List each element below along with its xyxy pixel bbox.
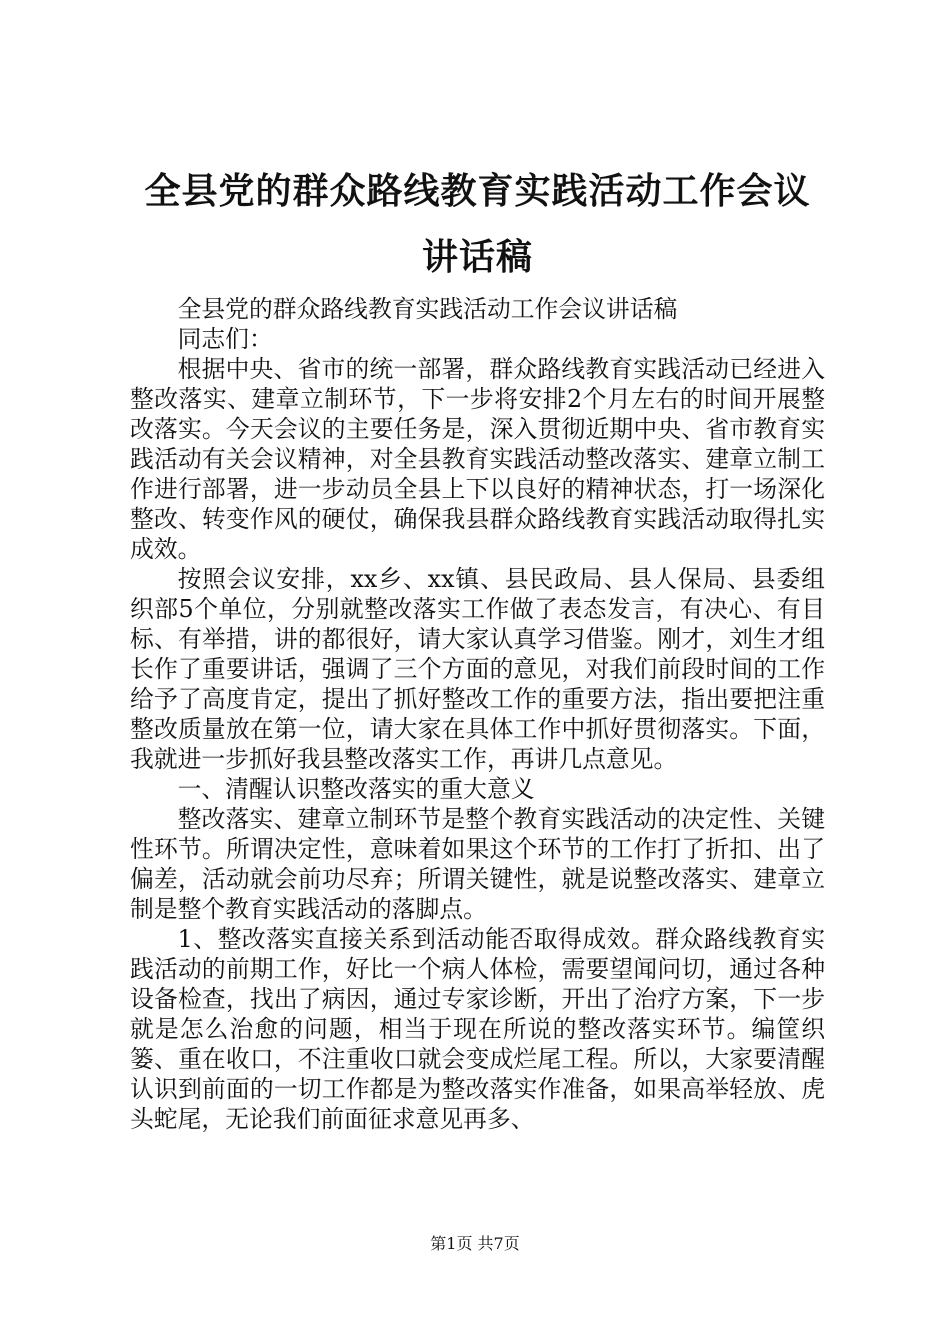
paragraph-2: 按照会议安排，xx乡、xx镇、县民政局、县人保局、县委组织部5个单位，分别就整改落实工作做了表态发言，有决心、有目标、有举措，讲的都很好，请大家认真学习借鉴。刚才，刘生才组长作了重要讲话，强调了三个方面的意见，对我们前段时间的工作给予了高度肯定，提出了抓好整改工作的重要方法，指出要把注重整改质量放在第一位，请大家在具体工作中抓好贯彻落实。下面，我就进一步抓好我县整改落实工作，再讲几点意见。 — [130, 565, 825, 773]
page-number-footer: 第1页 共7页 — [430, 1234, 520, 1253]
paragraph-1: 根据中央、省市的统一部署，群众路线教育实践活动已经进入整改落实、建章立制环节，下一步将安排2个月左右的时间开展整改落实。今天会议的主要任务是，深入贯彻近期中央、省市教育实践活动有关会议精神，对全县教育实践活动整改落实、建章立制工作进行部署，进一步动员全县上下以良好的精神状态，打一场深化整改、转变作风的硬仗，确保我县群众路线教育实践活动取得扎实成效。 — [130, 355, 825, 563]
document-page — [130, 150, 825, 1134]
section-heading-1: 一、清醒认识整改落实的重大意义 — [177, 775, 535, 803]
paragraph-4: 1、整改落实直接关系到活动能否取得成效。群众路线教育实践活动的前期工作，好比一个病人体检，需要望闻问切，通过各种设备检查，找出了病因，通过专家诊断，开出了治疗方案，下一步就是怎么治愈的问题，相当于现在所说的整改落实环节。编筐织篓、重在收口，不注重收口就会变成烂尾工程。所以，大家要清醒认识到前面的一切工作都是为整改落实作准备，如果高举轻放、虎头蛇尾，无论我们前面征求意见再多、 — [130, 925, 825, 1133]
document-body — [130, 294, 825, 1134]
document-title: 全县党的群众路线教育实践活动工作会议讲话稿 — [144, 170, 811, 278]
paragraph-heading-repeat: 全县党的群众路线教育实践活动工作会议讲话稿 — [177, 295, 678, 323]
paragraph-salutation: 同志们： — [177, 325, 273, 353]
paragraph-3: 整改落实、建章立制环节是整个教育实践活动的决定性、关键性环节。所谓决定性，意味着如果这个环节的工作打了折扣、出了偏差，活动就会前功尽弃；所谓关键性，就是说整改落实、建章立制是整个教育实践活动的落脚点。 — [130, 805, 825, 923]
